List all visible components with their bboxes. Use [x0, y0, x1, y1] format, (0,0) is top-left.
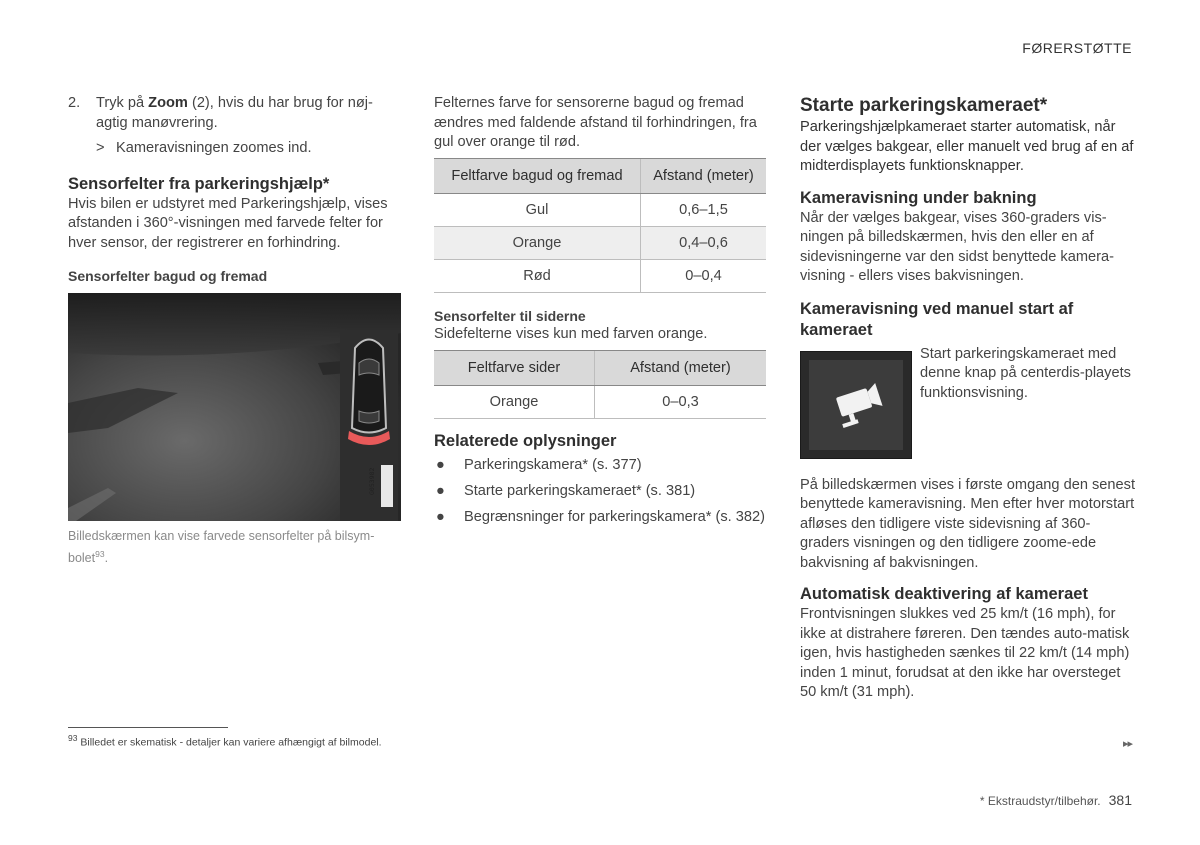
- accessory-note: * Ekstraudstyr/tilbehør.: [979, 794, 1101, 808]
- front-rear-distance-table: [434, 158, 766, 293]
- step-number: 2.: [68, 95, 81, 111]
- color-intro-text: Felternes farve for sensorerne bagud og fremad ændres med faldende afstand til forhindringen, fra gul over orange til rød.: [434, 95, 757, 150]
- table-header: Feltfarve bagud og fremad: [434, 158, 641, 193]
- step-result: [96, 139, 403, 159]
- table-row: [434, 193, 766, 226]
- camera-function-button[interactable]: [800, 351, 912, 459]
- step-text-post: (2), hvis du har brug for nøj-agtig manøvrering.: [96, 95, 373, 131]
- step-text-pre: Tryk på: [96, 95, 149, 111]
- list-item[interactable]: ● Begrænsninger for parkeringskamera* (s. 382): [434, 508, 766, 528]
- auto-deactivation-heading: Automatisk deaktivering af kameraet: [800, 585, 1088, 603]
- page-number: 381: [1108, 792, 1132, 808]
- table-cell: Orange: [434, 226, 641, 259]
- page-footer: [980, 792, 1132, 808]
- table-header-row: [434, 351, 766, 386]
- manual-start-text: Start parkeringskameraet med denne knap på centerdis-playets funktionsvisning.: [920, 345, 1131, 401]
- table-cell: 0–0,3: [595, 386, 767, 419]
- footnote-text: Billedet er skematisk - detaljer kan variere afhængigt af bilmodel.: [80, 736, 382, 749]
- next-page-icon: ▸▸: [1122, 738, 1132, 750]
- main-intro-text: Parkeringshjælpkameraet starter automatisk, når der vælges bakgear, eller manuelt ved brug af en af midterdisplayets funktionsknapper.: [800, 119, 1134, 174]
- section-header: FØRERSTØTTE: [1022, 40, 1132, 56]
- figure-code-label: [381, 465, 393, 507]
- footnote-ref: 93: [95, 549, 105, 559]
- list-item[interactable]: ● Parkeringskamera* (s. 377): [434, 456, 766, 476]
- sensor-fields-text: Hvis bilen er udstyret med Parkeringshjælp, vises afstanden i 360°-visningen med farvede felter for hver sensor, der registrerer en forhindring.: [68, 195, 388, 251]
- side-fields-heading: Sensorfelter til siderne: [434, 307, 586, 324]
- car-symbol: [348, 340, 390, 446]
- main-heading: Starte parkeringskameraet*: [800, 95, 1048, 116]
- related-link[interactable]: Starte parkeringskameraet* (s. 381): [464, 483, 696, 499]
- first-view-text: På billedskærmen vises i første omgang den senest benyttede kameravisning. Men efter hver motorstart afløses den tidligere viste sidevisning af 360-graders visningen og den tidligere zoome-ede bakvisning af bakvisningen.: [800, 476, 1136, 571]
- table-cell: 0,4–0,6: [641, 226, 767, 259]
- column-left: [68, 94, 403, 567]
- table-header-row: [434, 158, 766, 193]
- camera-view-graphic: [68, 293, 401, 521]
- step-text: [96, 94, 403, 133]
- footnote-number: 93: [68, 733, 78, 743]
- table-cell: 0–0,4: [641, 259, 767, 292]
- table-header: Feltfarve sider: [434, 351, 595, 386]
- side-fields-text: Sidefelterne vises kun med farven orange.: [434, 325, 708, 342]
- reverse-view-text: Når der vælges bakgear, vises 360-graders vis-ningen på billedskærmen, hvis den eller en af sidevisningerne var den sidst benyttede kamera-visning - ellers vises bakvisningen.: [800, 209, 1114, 284]
- list-item[interactable]: ● Starte parkeringskameraet* (s. 381): [434, 482, 766, 502]
- front-rear-heading: Sensorfelter bagud og fremad: [68, 268, 268, 284]
- table-cell: Orange: [434, 386, 595, 419]
- related-link[interactable]: Begrænsninger for parkeringskamera* (s. 382): [464, 509, 765, 525]
- table-cell: Gul: [434, 193, 641, 226]
- auto-deactivation-text: Frontvisningen slukkes ved 25 km/t (16 mph), for ikke at distrahere føreren. Den tændes auto-matisk igen, hvis hastigheden sænkes til 22 km/t (14 mph) inden 1 minut, forudsat at den ikke har oversteget 50 km/t (31 mph).: [800, 606, 1130, 700]
- footnote-divider: [68, 727, 228, 728]
- sensor-field-illustration: [68, 293, 401, 521]
- figure-caption: Billedskærmen kan vise farvede sensorfelter på bilsym-bolet$^{93}$.: [68, 529, 375, 566]
- sensor-fields-heading: Sensorfelter fra parkeringshjælp*: [68, 174, 330, 193]
- table-header: Afstand (meter): [595, 351, 767, 386]
- result-text: Kameravisningen zoomes ind.: [116, 140, 312, 156]
- related-links-list: [434, 456, 766, 528]
- related-link[interactable]: Parkeringskamera* (s. 377): [464, 457, 642, 473]
- table-row: [434, 226, 766, 259]
- table-row: [434, 386, 766, 419]
- camera-icon: [809, 360, 903, 450]
- zoom-label: Zoom: [148, 95, 188, 111]
- footnote: [68, 733, 382, 749]
- table-cell: 0,6–1,5: [641, 193, 767, 226]
- camera-button-face: [809, 360, 903, 450]
- column-right: [800, 94, 1135, 703]
- result-marker: >: [96, 140, 105, 156]
- column-middle: [434, 94, 766, 534]
- manual-start-row: [800, 345, 1135, 459]
- reverse-view-heading: Kameravisning under bakning: [800, 188, 1037, 207]
- manual-start-heading: Kameravisning ved manuel start af kameraet: [800, 299, 1074, 339]
- instruction-step: [68, 94, 403, 133]
- table-row: [434, 259, 766, 292]
- table-cell: Rød: [434, 259, 641, 292]
- side-distance-table: [434, 350, 766, 419]
- table-header: Afstand (meter): [641, 158, 767, 193]
- related-info-heading: Relaterede oplysninger: [434, 432, 617, 450]
